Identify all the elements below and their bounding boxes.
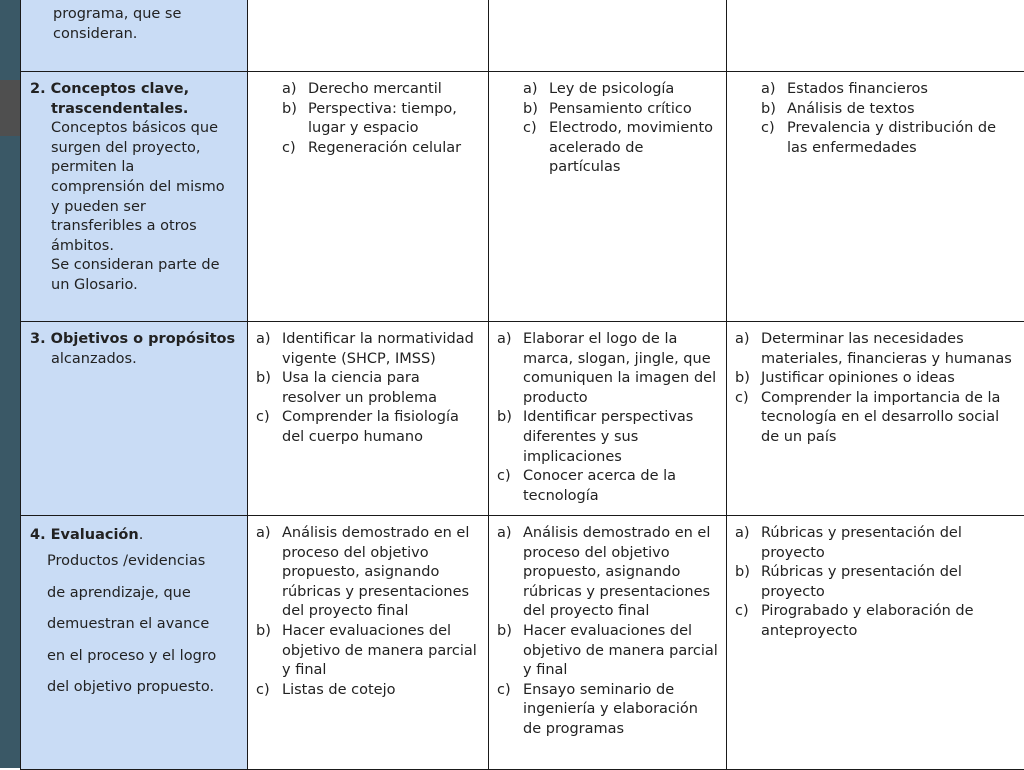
label-line: surgen del proyecto, (30, 139, 239, 159)
list-item (735, 389, 1016, 448)
item-marker: c) (282, 139, 296, 159)
item-text: Conocer acerca de la tecnología (523, 468, 676, 504)
list-cell (727, 72, 1024, 322)
list-item (282, 80, 480, 100)
item-marker: b) (282, 100, 297, 120)
list-item (256, 408, 480, 447)
item-marker: c) (735, 602, 749, 622)
label-line: un Glosario. (30, 276, 239, 296)
item-list (523, 80, 718, 178)
item-text: Prevalencia y distribución de las enfermedades (787, 120, 996, 156)
item-text: Pensamiento crítico (549, 101, 692, 117)
item-marker: b) (497, 408, 512, 428)
label-line: y pueden ser (30, 198, 239, 218)
item-text: Derecho mercantil (308, 81, 442, 97)
item-list (282, 80, 480, 158)
empty-cell (248, 0, 489, 72)
label-desc (30, 546, 239, 704)
item-text: Comprender la importancia de la tecnología en el desarrollo social de un país (761, 390, 1000, 445)
label-line: Conceptos básicos que (30, 119, 239, 139)
item-marker: c) (523, 119, 537, 139)
list-item (256, 524, 480, 622)
item-marker: c) (256, 681, 270, 701)
list-item (735, 330, 1016, 369)
list-item (497, 408, 718, 467)
item-text: Usa la ciencia para resolver un problema (282, 370, 437, 406)
list-item (761, 119, 1016, 158)
row-title-suffix: . (139, 527, 144, 543)
item-text: Comprender la fisiología del cuerpo humano (282, 409, 459, 445)
item-text: Hacer evaluaciones del objetivo de manera parcial y final (523, 623, 718, 678)
list-cell (727, 322, 1024, 516)
item-marker: a) (761, 80, 776, 100)
row-label-cell (21, 0, 248, 72)
table-row-evaluacion (21, 516, 1024, 770)
list-item (497, 681, 718, 740)
list-item (497, 330, 718, 408)
label-line: Productos /evidencias (30, 546, 239, 578)
item-text: Perspectiva: tiempo, lugar y espacio (308, 101, 457, 137)
item-text: Estados financieros (787, 81, 928, 97)
list-item (282, 139, 480, 159)
row-title: 2. Conceptos clave, (30, 80, 239, 100)
item-list (256, 524, 480, 700)
item-list (256, 330, 480, 448)
list-item (256, 369, 480, 408)
label-line: ámbitos. (30, 237, 239, 257)
item-marker: b) (735, 563, 750, 583)
item-text: Determinar las necesidades materiales, financieras y humanas (761, 331, 1012, 367)
item-list (735, 330, 1016, 448)
item-text: Regeneración celular (308, 140, 461, 156)
item-marker: b) (523, 100, 538, 120)
item-marker: a) (523, 80, 538, 100)
item-marker: b) (497, 622, 512, 642)
row-title: 4. Evaluación (30, 527, 139, 543)
list-item (735, 563, 1016, 602)
item-text: Ley de psicología (549, 81, 674, 97)
list-item (256, 622, 480, 681)
row-title-cont: alcanzados. (30, 350, 239, 370)
list-item (761, 100, 1016, 120)
item-marker: a) (497, 524, 512, 544)
item-marker: a) (735, 524, 750, 544)
item-text: Análisis de textos (787, 101, 915, 117)
list-item (497, 467, 718, 506)
label-line: comprensión del mismo (30, 178, 239, 198)
item-marker: a) (256, 524, 271, 544)
list-item (761, 80, 1016, 100)
list-cell (489, 516, 727, 770)
list-item (735, 369, 1016, 389)
item-list (497, 524, 718, 740)
list-item (523, 100, 718, 120)
list-item (497, 622, 718, 681)
list-cell (489, 72, 727, 322)
row-title-cont: trascendentales. (30, 100, 239, 120)
table-row-objetivos (21, 322, 1024, 516)
item-marker: b) (256, 622, 271, 642)
list-item (256, 681, 480, 701)
item-text: Pirograbado y elaboración de anteproyecto (761, 603, 974, 639)
item-marker: a) (256, 330, 271, 350)
label-line: transferibles a otros (30, 217, 239, 237)
label-line: consideran. (30, 25, 239, 45)
label-line: programa, que se (30, 5, 239, 25)
label-line: demuestran el avance (30, 609, 239, 641)
empty-cell (489, 0, 727, 72)
item-marker: c) (497, 467, 511, 487)
item-text: Hacer evaluaciones del objetivo de manera parcial y final (282, 623, 477, 678)
item-marker: c) (497, 681, 511, 701)
label-line: de aprendizaje, que (30, 578, 239, 610)
item-text: Análisis demostrado en el proceso del objetivo propuesto, asignando rúbricas y presentaciones del proyecto final (523, 525, 710, 619)
label-line: Se consideran parte de (30, 256, 239, 276)
item-marker: a) (735, 330, 750, 350)
list-item (735, 602, 1016, 641)
label-line: del objetivo propuesto. (30, 672, 239, 704)
row-label-cell (21, 516, 248, 770)
row-title: 3. Objetivos o propósitos (30, 330, 239, 350)
item-marker: c) (256, 408, 270, 428)
item-list (761, 80, 1016, 158)
list-item (497, 524, 718, 622)
item-marker: b) (761, 100, 776, 120)
item-text: Análisis demostrado en el proceso del objetivo propuesto, asignando rúbricas y presentaciones del proyecto final (282, 525, 469, 619)
item-list (497, 330, 718, 506)
row-label-cell (21, 322, 248, 516)
item-text: Elaborar el logo de la marca, slogan, jingle, que comuniquen la imagen del producto (523, 331, 716, 406)
label-line: permiten la (30, 158, 239, 178)
list-cell (727, 516, 1024, 770)
item-marker: c) (735, 389, 749, 409)
item-marker: c) (761, 119, 775, 139)
item-text: Rúbricas y presentación del proyecto (761, 564, 962, 600)
planning-table (20, 0, 1024, 770)
left-edge-marker (0, 80, 20, 136)
label-line: en el proceso y el logro (30, 641, 239, 673)
row-label-cell (21, 72, 248, 322)
item-marker: a) (282, 80, 297, 100)
row-title-wrap (30, 524, 239, 546)
item-text: Listas de cotejo (282, 682, 395, 698)
item-marker: a) (497, 330, 512, 350)
empty-cell (727, 0, 1024, 72)
list-item (256, 330, 480, 369)
item-marker: b) (735, 369, 750, 389)
item-text: Identificar perspectivas diferentes y sus implicaciones (523, 409, 693, 464)
item-list (735, 524, 1016, 642)
item-text: Justificar opiniones o ideas (761, 370, 955, 386)
item-marker: b) (256, 369, 271, 389)
item-text: Ensayo seminario de ingeniería y elaboración de programas (523, 682, 698, 737)
list-cell (489, 322, 727, 516)
table-row-previous (21, 0, 1024, 72)
list-cell (248, 72, 489, 322)
list-item (735, 524, 1016, 563)
item-text: Electrodo, movimiento acelerado de partículas (549, 120, 713, 175)
list-item (523, 80, 718, 100)
table-row-conceptos (21, 72, 1024, 322)
list-item (282, 100, 480, 139)
list-cell (248, 322, 489, 516)
list-item (523, 119, 718, 178)
item-text: Rúbricas y presentación del proyecto (761, 525, 962, 561)
list-cell (248, 516, 489, 770)
item-text: Identificar la normatividad vigente (SHCP, IMSS) (282, 331, 474, 367)
